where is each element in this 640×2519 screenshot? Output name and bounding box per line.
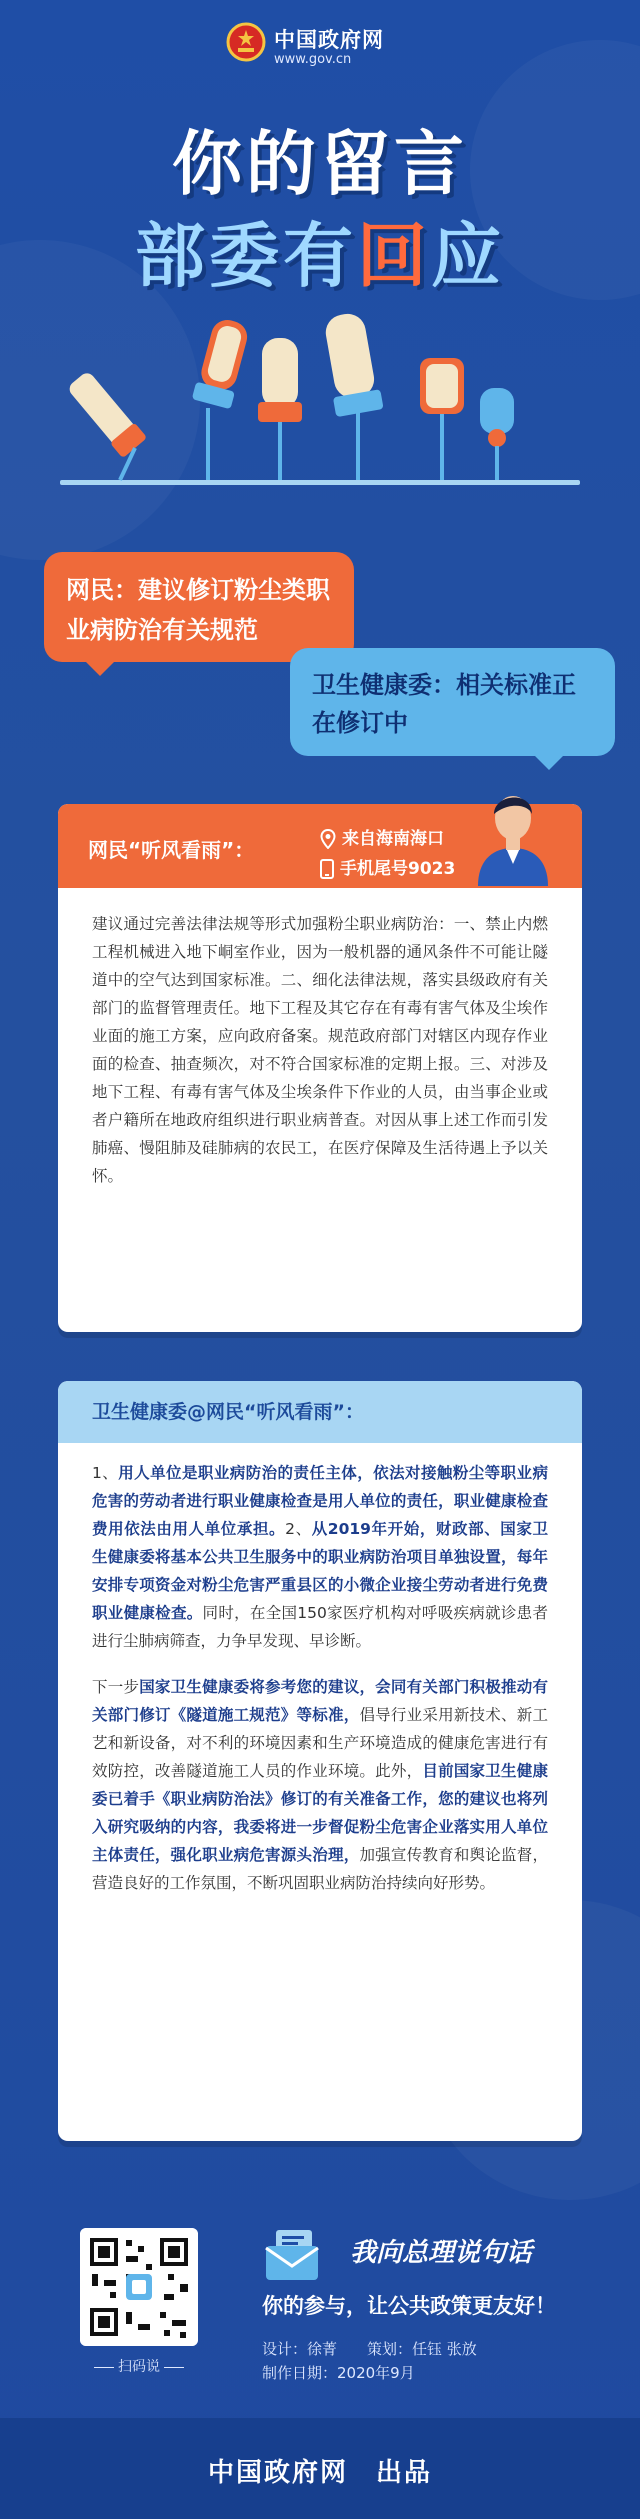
location-row [320, 824, 444, 849]
reply-paragraph-2 [92, 1673, 548, 1897]
producer-bar [0, 2418, 640, 2519]
site-header [0, 18, 640, 76]
reply-bold-text: 用人单位是职业病防治的责任主体，依法对接触粉尘等职业病危害的劳动者进行职业健康检查是用人单位的责任，职业健康检查费用依法由用人单位承担。 [92, 1464, 548, 1538]
page-title-line2 [0, 200, 640, 301]
reply-text: 倡导行业采用新技术、新工艺和新设备，对不利的环境因素和生产环境造成的健康危害进行有效防控，改善隧道施工人员的作业环境。此外， [92, 1706, 548, 1780]
avatar [468, 780, 558, 886]
location-pin-icon [320, 829, 336, 849]
reply-bold-text: 从2019年开始，财政部、国家卫生健康委将基本公共卫生服务中的职业病防治项目单独设置，每年安排专项资金对粉尘危害严重县区的小微企业接尘劳动者进行免费职业健康检查。 [92, 1520, 548, 1622]
reply-text: 下一步 [92, 1678, 140, 1696]
reply-text: 2、 [285, 1520, 312, 1538]
slogan-title: 我向总理说句话 [350, 2238, 533, 2268]
reply-bold-text: 国家卫生健康委将参考您的建议，会同有关部门积极推动有关部门修订《隧道施工规范》等标准， [92, 1678, 548, 1724]
title-highlight: 回 [357, 215, 431, 297]
sender-name: 网民“听风看雨”： [88, 838, 255, 862]
qr-caption: 扫码说 [80, 2356, 198, 2376]
site-name: 中国政府网 [274, 28, 384, 52]
reply-text: 1、 [92, 1464, 119, 1482]
national-emblem-icon [226, 22, 266, 62]
reply-bold-text: 目前国家卫生健康委已着手《职业病防治法》修订的有关准备工作，您的建议也将列入研究吸纳的内容，我委将进一步督促粉尘危害企业落实用人单位主体责任，强化职业病危害源头治理， [92, 1762, 548, 1864]
message-body: 建议通过完善法律法规等形式加强粉尘职业病防治：一、禁止内燃工程机械进入地下峒室作业，因为一般机器的通风条件不可能让隧道中的空气达到国家标准。二、细化法律法规，落实县级政府有关部门的监督管理责任。地下工程及其它存在有毒有害气体及尘埃作业面的施工方案，应向政府备案。规范政府部门对辖区内现存作业面的检查、抽查频次，对不符合国家标准的定期上报。三、对涉及地下工程、有毒有害气体及尘埃条件下作业的人员，由当事企业或者户籍所在地政府组织进行职业病普查。对因从事上述工作而引发肺癌、慢阻肺及硅肺病的农民工，在医疗保障及生活待遇上予以关怀。 [92, 915, 548, 1185]
phone-row [320, 854, 455, 879]
microphones-illustration [60, 298, 580, 498]
credits-design: 设计：徐菁 策划：任钰 张放 [262, 2340, 477, 2358]
mail-icon [262, 2228, 322, 2282]
phone-text: 手机尾号9023 [340, 859, 456, 879]
location-text: 来自海南海口 [342, 829, 444, 849]
producer-text: 中国政府网 出品 [207, 2458, 432, 2488]
phone-icon [320, 859, 334, 879]
title-part: 应 [431, 215, 505, 297]
reply-text: 同时，在全国150家医疗机构对呼吸疾病就诊患者进行尘肺病筛查，力争早发现、早诊断。 [92, 1604, 548, 1650]
title-part: 部委有 [135, 215, 357, 297]
reply-card [58, 1381, 582, 2141]
slogan-subtitle: 你的参与，让公共政策更友好！ [262, 2294, 556, 2318]
ministry-bubble: 卫生健康委：相关标准正在修订中 [290, 648, 615, 756]
netizen-bubble: 网民：建议修订粉尘类职业病防治有关规范 [44, 552, 354, 662]
qr-code[interactable] [80, 2228, 198, 2346]
page-title-line1: 你的留言 [172, 123, 468, 205]
reply-paragraph-1 [92, 1459, 548, 1655]
site-url: www.gov.cn [274, 52, 352, 67]
reply-text: 加强宣传教育和舆论监督，营造良好的工作氛围，不断巩固职业病防治持续向好形势。 [92, 1846, 548, 1892]
reply-card-header: 卫生健康委@网民“听风看雨”： [58, 1381, 582, 1443]
reply-body [58, 1443, 582, 1897]
credits-date: 制作日期：2020年9月 [262, 2364, 415, 2382]
